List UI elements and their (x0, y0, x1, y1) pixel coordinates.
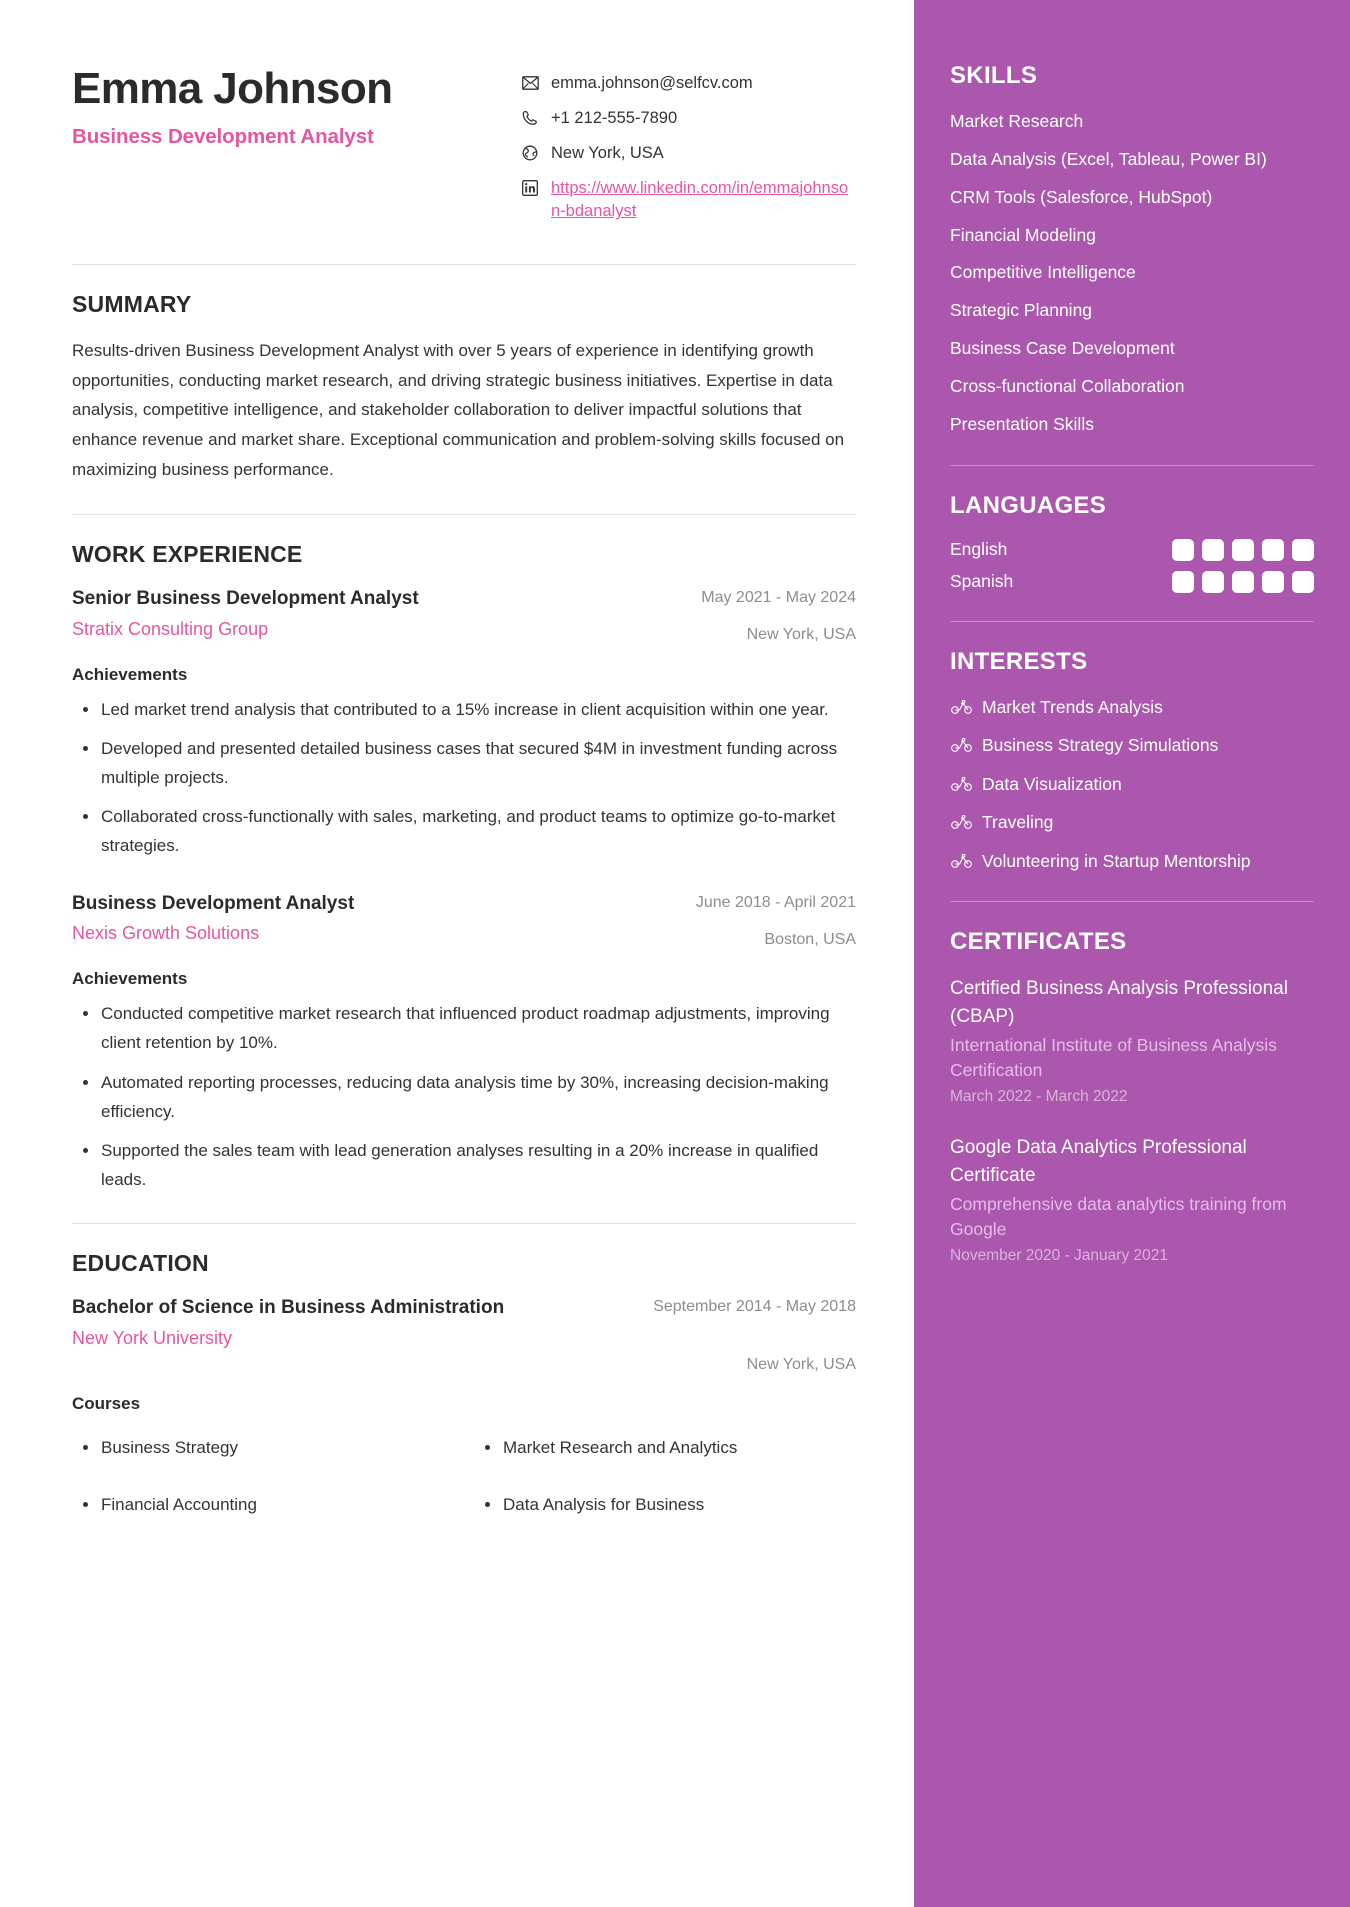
level-dot (1262, 539, 1284, 561)
contact-email-row (520, 72, 856, 96)
work-role: Senior Business Development Analyst (72, 588, 419, 610)
work-entry-right (701, 586, 856, 646)
work-entry-left (72, 891, 592, 947)
contact-phone-row (520, 107, 856, 131)
work-location: New York, USA (746, 626, 856, 644)
education-section (72, 1224, 856, 1533)
interest-label: Business Strategy Simulations (982, 735, 1219, 756)
resume-header (72, 52, 856, 235)
phone-icon (520, 108, 540, 128)
language-level-meter (1172, 539, 1314, 561)
interest-row (950, 810, 1314, 835)
achievements-label: Achievements (72, 664, 188, 684)
work-experience-section (72, 515, 856, 1194)
skill-item: Business Case Development (950, 338, 1175, 359)
education-entry (72, 1295, 856, 1533)
work-entry-header (72, 586, 856, 646)
work-date: June 2018 - April 2021 (695, 893, 856, 911)
interest-label: Traveling (982, 812, 1054, 833)
list-item: Business Strategy (72, 1434, 454, 1463)
skill-item: Competitive Intelligence (950, 262, 1136, 283)
work-entry-left (72, 586, 592, 642)
education-entry-header (72, 1295, 856, 1375)
level-dot (1292, 539, 1314, 561)
certificate-date: March 2022 - March 2022 (950, 1087, 1128, 1105)
interest-row (950, 849, 1314, 874)
summary-text: Results-driven Business Development Analyst with over 5 years of experience in identifying growth opportunities, conducting market research, and driving strategic business initiatives. Expertise in data analysis, competitive intelligence, and stakeholder collaboration to deliver impactful solutions that enhance revenue and market share. Exceptional communication and problem-solving skills focused on maximizing business performance. (72, 340, 845, 480)
work-entry-header (72, 891, 856, 951)
certificate-item (950, 1134, 1314, 1267)
bicycle-icon (950, 698, 972, 716)
interest-row (950, 695, 1314, 720)
skill-item: Data Analysis (Excel, Tableau, Power BI) (950, 148, 1267, 169)
linkedin-icon (520, 178, 540, 198)
certificates-section (950, 902, 1314, 1267)
email-value[interactable]: emma.johnson@selfcv.com (551, 74, 753, 92)
list-item: Collaborated cross-functionally with sales, marketing, and product teams to optimize go-to-market strategies. (72, 802, 856, 860)
globe-icon (520, 143, 540, 163)
list-item: Conducted competitive market research that influenced product roadmap adjustments, improving client retention by 10%. (72, 999, 856, 1057)
languages-section (950, 466, 1314, 593)
list-item: Data Analysis for Business (474, 1491, 856, 1520)
language-row (950, 571, 1314, 593)
certificate-issuer: Comprehensive data analytics training from Google (950, 1193, 1287, 1240)
interests-heading: INTERESTS (950, 647, 1088, 675)
education-entry-right (653, 1295, 856, 1375)
work-organization: Stratix Consulting Group (72, 618, 269, 639)
interests-section (950, 622, 1314, 874)
summary-heading: SUMMARY (72, 290, 192, 317)
level-dot (1232, 571, 1254, 593)
education-degree: Bachelor of Science in Business Administration (72, 1297, 505, 1319)
skills-heading: SKILLS (950, 62, 1038, 89)
language-row (950, 539, 1314, 561)
phone-value[interactable]: +1 212-555-7890 (551, 108, 678, 127)
education-entry-left (72, 1295, 592, 1351)
certificate-issuer: International Institute of Business Analysis Certification (950, 1034, 1277, 1081)
certificate-name: Google Data Analytics Professional Certificate (950, 1137, 1247, 1187)
linkedin-value[interactable]: https://www.linkedin.com/in/emmajohnson-bdanalyst (551, 178, 849, 221)
work-entry (72, 891, 856, 1195)
spacer (72, 865, 856, 891)
skill-item: Cross-functional Collaboration (950, 375, 1185, 396)
page-title: Emma Johnson (72, 64, 393, 113)
interest-label: Market Trends Analysis (982, 696, 1163, 717)
skill-item: Financial Modeling (950, 224, 1096, 245)
language-name: English (950, 539, 1008, 560)
education-date: September 2014 - May 2018 (653, 1298, 856, 1316)
envelope-icon (520, 73, 540, 93)
bicycle-icon (950, 736, 972, 754)
interest-label: Volunteering in Startup Mentorship (982, 850, 1251, 871)
list-item: Supported the sales team with lead generation analyses resulting in a 20% increase in qualified leads. (72, 1136, 856, 1194)
certificates-heading: CERTIFICATES (950, 928, 1127, 956)
level-dot (1292, 571, 1314, 593)
work-entry-right (696, 891, 856, 951)
work-achievements-list (72, 999, 856, 1194)
interest-label: Data Visualization (982, 773, 1122, 794)
interest-row (950, 733, 1314, 758)
contact-location-row (520, 142, 856, 166)
certificate-name: Certified Business Analysis Professional (CBAP) (950, 978, 1288, 1027)
interest-row (950, 772, 1314, 797)
work-experience-heading: WORK EXPERIENCE (72, 541, 303, 568)
level-dot (1262, 571, 1284, 593)
list-item: Developed and presented detailed business cases that secured $4M in investment funding across multiple projects. (72, 734, 856, 792)
bicycle-icon (950, 813, 972, 831)
skill-item: Strategic Planning (950, 300, 1093, 321)
education-heading: EDUCATION (72, 1250, 209, 1277)
job-title: Business Development Analyst (72, 125, 374, 149)
skill-item: Presentation Skills (950, 413, 1094, 434)
language-level-meter (1172, 571, 1314, 593)
level-dot (1172, 571, 1194, 593)
courses-label: Courses (72, 1393, 141, 1413)
skill-item: CRM Tools (Salesforce, HubSpot) (950, 186, 1213, 207)
location-value: New York, USA (551, 143, 664, 162)
skills-section (950, 62, 1314, 437)
level-dot (1202, 571, 1224, 593)
bicycle-icon (950, 852, 972, 870)
work-location: Boston, USA (764, 930, 856, 948)
bicycle-icon (950, 775, 972, 793)
work-achievements-list (72, 695, 856, 861)
languages-heading: LANGUAGES (950, 491, 1107, 519)
list-item: Financial Accounting (72, 1491, 454, 1520)
level-dot (1232, 539, 1254, 561)
list-item: Led market trend analysis that contributed to a 15% increase in client acquisition within one year. (72, 695, 856, 724)
education-institution: New York University (72, 1328, 233, 1349)
certificate-item (950, 975, 1314, 1108)
work-date: May 2021 - May 2024 (701, 589, 856, 607)
level-dot (1202, 539, 1224, 561)
list-item: Market Research and Analytics (474, 1434, 856, 1463)
contact-list (520, 52, 856, 235)
achievements-label: Achievements (72, 969, 188, 989)
work-entry (72, 586, 856, 861)
courses-list (72, 1420, 856, 1534)
name-block (72, 52, 504, 149)
work-organization: Nexis Growth Solutions (72, 923, 260, 944)
summary-section (72, 265, 856, 486)
level-dot (1172, 539, 1194, 561)
language-name: Spanish (950, 571, 1014, 592)
work-role: Business Development Analyst (72, 892, 355, 914)
list-item: Automated reporting processes, reducing data analysis time by 30%, increasing decision-making efficiency. (72, 1068, 856, 1126)
contact-linkedin-row (520, 177, 856, 224)
sidebar (914, 0, 1350, 1907)
education-location: New York, USA (746, 1355, 856, 1373)
certificate-date: November 2020 - January 2021 (950, 1246, 1168, 1264)
skill-item: Market Research (950, 111, 1084, 131)
